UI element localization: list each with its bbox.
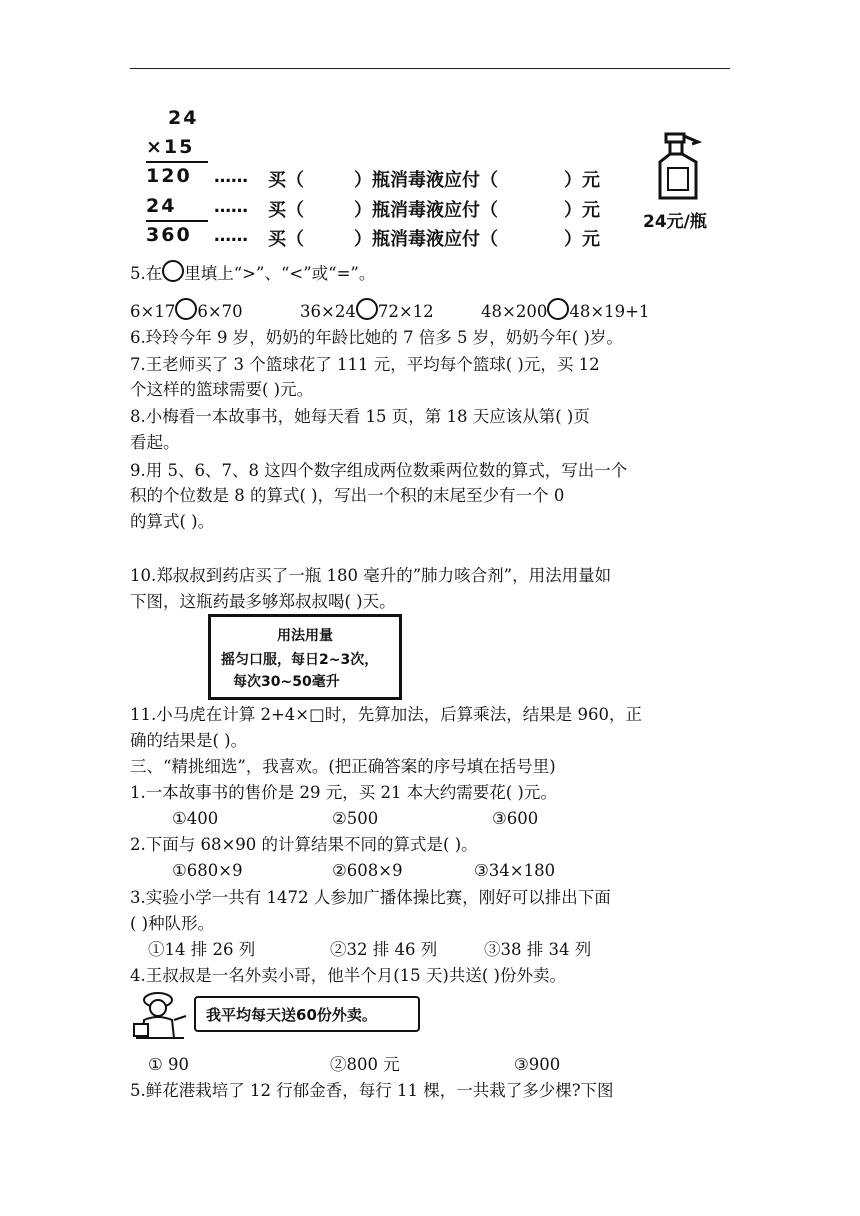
- m1-question: 1.一本故事书的售价是 29 元，买 21 本大约需要花( )元。: [130, 783, 557, 802]
- m1-option-3[interactable]: ③600: [492, 809, 539, 828]
- q5-item-1-left: 6×17: [130, 302, 176, 321]
- m3-option-1[interactable]: ①14 排 26 列: [148, 940, 256, 959]
- q5-item-1: [130, 298, 243, 324]
- compare-circle-icon[interactable]: [356, 298, 378, 320]
- calc-row-3-end: ）元: [564, 229, 600, 250]
- q7-line-2: 个这样的篮球需要( )元。: [130, 380, 314, 399]
- calc-row-2-dots: ……: [214, 197, 248, 217]
- m1-option-2[interactable]: ②500: [332, 809, 379, 828]
- spray-bottle-icon: [652, 132, 706, 202]
- m4-option-1[interactable]: ① 90: [148, 1055, 190, 1074]
- calc-top: 24: [168, 107, 199, 129]
- calc-row-2-num: 24: [146, 195, 177, 217]
- q9-line-2: 积的个位数是 8 的算式( )，写出一个积的末尾至少有一个 0: [130, 486, 565, 505]
- header-rule: [130, 68, 730, 69]
- q6-text: 6.玲玲今年 9 岁，奶奶的年龄比她的 7 倍多 5 岁，奶奶今年( )岁。: [130, 328, 623, 347]
- calc-row-1-num: 120: [146, 165, 192, 187]
- delivery-person-icon: [132, 990, 190, 1042]
- price-tag: 24元/瓶: [643, 212, 707, 232]
- m5-question: 5.鲜花港栽培了 12 行郁金香，每行 11 棵，一共栽了多少棵?下图: [130, 1081, 614, 1100]
- m1-option-1[interactable]: ①400: [172, 809, 219, 828]
- q5-item-2-right: 72×12: [377, 302, 434, 321]
- m2-option-1[interactable]: ①680×9: [172, 861, 243, 880]
- calc-line-1: [146, 161, 208, 163]
- calc-row-3-mid: ）瓶消毒液应付（: [354, 229, 498, 250]
- calc-row-2-buy: 买（: [268, 200, 304, 221]
- q5-item-2: [300, 298, 434, 324]
- calc-row-2-end: ）元: [564, 200, 600, 221]
- q8-line-2: 看起。: [130, 433, 180, 452]
- q10-line-1: 10.郑叔叔到药店买了一瓶 180 毫升的”肺力咳合剂”，用法用量如: [130, 566, 612, 585]
- dosage-title: 用法用量: [277, 628, 333, 644]
- q5-item-3-left: 48×200: [481, 302, 548, 321]
- calc-row-1-end: ）元: [564, 170, 600, 191]
- speech-text: 我平均每天送60份外卖。: [206, 1006, 377, 1024]
- calc-row-1-dots: ……: [214, 167, 248, 187]
- q5-item-1-right: 6×70: [197, 302, 243, 321]
- calc-row-2-mid: ）瓶消毒液应付（: [354, 200, 498, 221]
- q5-item-3: [481, 298, 649, 324]
- calc-row-1-buy: 买（: [268, 170, 304, 191]
- speech-bubble: [194, 996, 420, 1032]
- calc-row-3-num: 360: [146, 224, 192, 246]
- m2-question: 2.下面与 68×90 的计算结果不同的算式是( )。: [130, 835, 478, 854]
- m3-option-2[interactable]: ②32 排 46 列: [330, 940, 438, 959]
- m3-option-3[interactable]: ③38 排 34 列: [484, 940, 592, 959]
- q5-suffix: 里填上“>”、“<”或“=”。: [184, 264, 376, 283]
- section-3-heading: 三、“精挑细选”，我喜欢。(把正确答案的序号填在括号里): [130, 757, 556, 776]
- q5-title: [130, 260, 375, 286]
- calc-row-3-buy: 买（: [268, 229, 304, 250]
- calc-multiplier: ×15: [146, 136, 195, 158]
- compare-circle-icon[interactable]: [547, 298, 569, 320]
- m4-option-3[interactable]: ③900: [514, 1055, 561, 1074]
- m3-question-line-2: ( )种队形。: [130, 914, 215, 933]
- m2-option-2[interactable]: ②608×9: [332, 861, 403, 880]
- q10-line-2: 下图，这瓶药最多够郑叔叔喝( )天。: [130, 592, 396, 611]
- m4-option-2[interactable]: ②800 元: [330, 1055, 400, 1074]
- q11-line-2: 确的结果是( )。: [130, 731, 248, 750]
- m2-option-3[interactable]: ③34×180: [474, 861, 556, 880]
- q9-line-1: 9.用 5、6、7、8 这四个数字组成两位数乘两位数的算式，写出一个: [130, 461, 628, 480]
- compare-circle-icon[interactable]: [175, 298, 197, 320]
- m4-question: 4.王叔叔是一名外卖小哥，他半个月(15 天)共送( )份外卖。: [130, 966, 566, 985]
- calc-line-2: [146, 220, 208, 222]
- q11-line-1: 11.小马虎在计算 2+4×□时，先算加法，后算乘法，结果是 960，正: [130, 705, 642, 724]
- m3-question-line-1: 3.实验小学一共有 1472 人参加广播体操比赛，刚好可以排出下面: [130, 888, 611, 907]
- compare-circle-icon: [162, 260, 184, 282]
- q9-line-3: 的算式( )。: [130, 512, 215, 531]
- q5-item-2-left: 36×24: [300, 302, 356, 321]
- q5-prefix: 5.在: [130, 264, 163, 283]
- dosage-line-1: 摇匀口服，每日2~3次，: [221, 652, 379, 668]
- calc-row-3-dots: ……: [214, 226, 248, 246]
- q5-item-3-right: 48×19+1: [569, 302, 650, 321]
- q8-line-1: 8.小梅看一本故事书，她每天看 15 页，第 18 天应该从第( )页: [130, 407, 590, 426]
- q7-line-1: 7.王老师买了 3 个篮球花了 111 元，平均每个篮球( )元，买 12: [130, 355, 600, 374]
- calc-row-1-mid: ）瓶消毒液应付（: [354, 170, 498, 191]
- dosage-line-2: 每次30~50毫升: [233, 674, 340, 690]
- dosage-box: [208, 614, 402, 700]
